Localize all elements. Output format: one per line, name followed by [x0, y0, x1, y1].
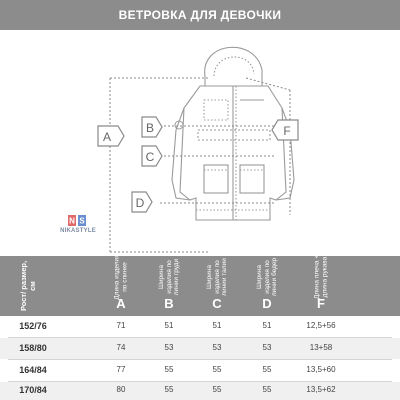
column-header-d: Ширина изделия по линии бедер	[255, 257, 278, 297]
page-title: ВЕТРОВКА ДЛЯ ДЕВОЧКИ	[118, 8, 282, 22]
brand-logo-icon	[68, 215, 86, 226]
svg-text:F: F	[283, 124, 291, 138]
size-cell: 152/76	[19, 321, 47, 331]
marker-c	[142, 146, 162, 166]
svg-text:B: B	[145, 121, 155, 135]
svg-text:D: D	[135, 196, 145, 210]
value-cell-f: 13+58	[309, 343, 333, 352]
hood-outline	[205, 47, 262, 86]
table-row	[0, 382, 400, 400]
value-cell-b: 51	[164, 321, 174, 330]
value-cell-f: 12,5+56	[306, 321, 336, 330]
svg-text:S: S	[79, 216, 85, 226]
value-cell-f: 13,5+62	[306, 385, 336, 394]
size-cell: 164/84	[19, 365, 47, 375]
svg-text:A: A	[102, 130, 112, 144]
marker-d	[132, 192, 152, 212]
value-cell-b: 55	[164, 365, 174, 374]
table-row	[0, 316, 400, 337]
column-header-c: Ширина изделия по линии талии	[205, 258, 228, 296]
column-header-b: Ширина изделия по линии груди	[157, 258, 180, 296]
column-letter-f: F	[317, 296, 325, 311]
svg-text:N: N	[69, 216, 75, 226]
column-letter-b: B	[164, 296, 174, 311]
marker-b	[142, 117, 162, 137]
value-cell-d: 51	[262, 321, 272, 330]
size-cell: 170/84	[19, 385, 47, 395]
marker-a	[98, 126, 124, 146]
value-cell-d: 55	[262, 385, 272, 394]
marker-f	[272, 120, 298, 140]
value-cell-b: 53	[164, 343, 174, 352]
value-cell-c: 53	[212, 343, 222, 352]
column-letter-c: C	[212, 296, 222, 311]
value-cell-d: 55	[262, 365, 272, 374]
size-column-header: Рост/ размер, см	[19, 260, 37, 312]
value-cell-b: 55	[164, 385, 174, 394]
value-cell-a: 71	[116, 321, 126, 330]
value-cell-a: 77	[116, 365, 126, 374]
column-header-a: Длина изделия по спинке	[113, 254, 128, 300]
value-cell-c: 55	[212, 365, 222, 374]
value-cell-a: 80	[116, 385, 126, 394]
value-cell-a: 74	[116, 343, 126, 352]
value-cell-c: 55	[212, 385, 222, 394]
value-cell-c: 51	[212, 321, 222, 330]
svg-text:C: C	[145, 150, 155, 164]
column-letter-a: A	[116, 296, 126, 311]
column-header-f: Длина плеча + длина рукава	[313, 254, 328, 300]
value-cell-d: 53	[262, 343, 272, 352]
jacket-diagram	[0, 30, 400, 254]
column-letter-d: D	[262, 296, 272, 311]
value-cell-f: 13,5+60	[306, 365, 336, 374]
table-row	[0, 338, 400, 359]
brand-name: NIKASTYLE	[60, 228, 96, 234]
size-cell: 158/80	[19, 343, 47, 353]
table-row	[0, 360, 400, 381]
